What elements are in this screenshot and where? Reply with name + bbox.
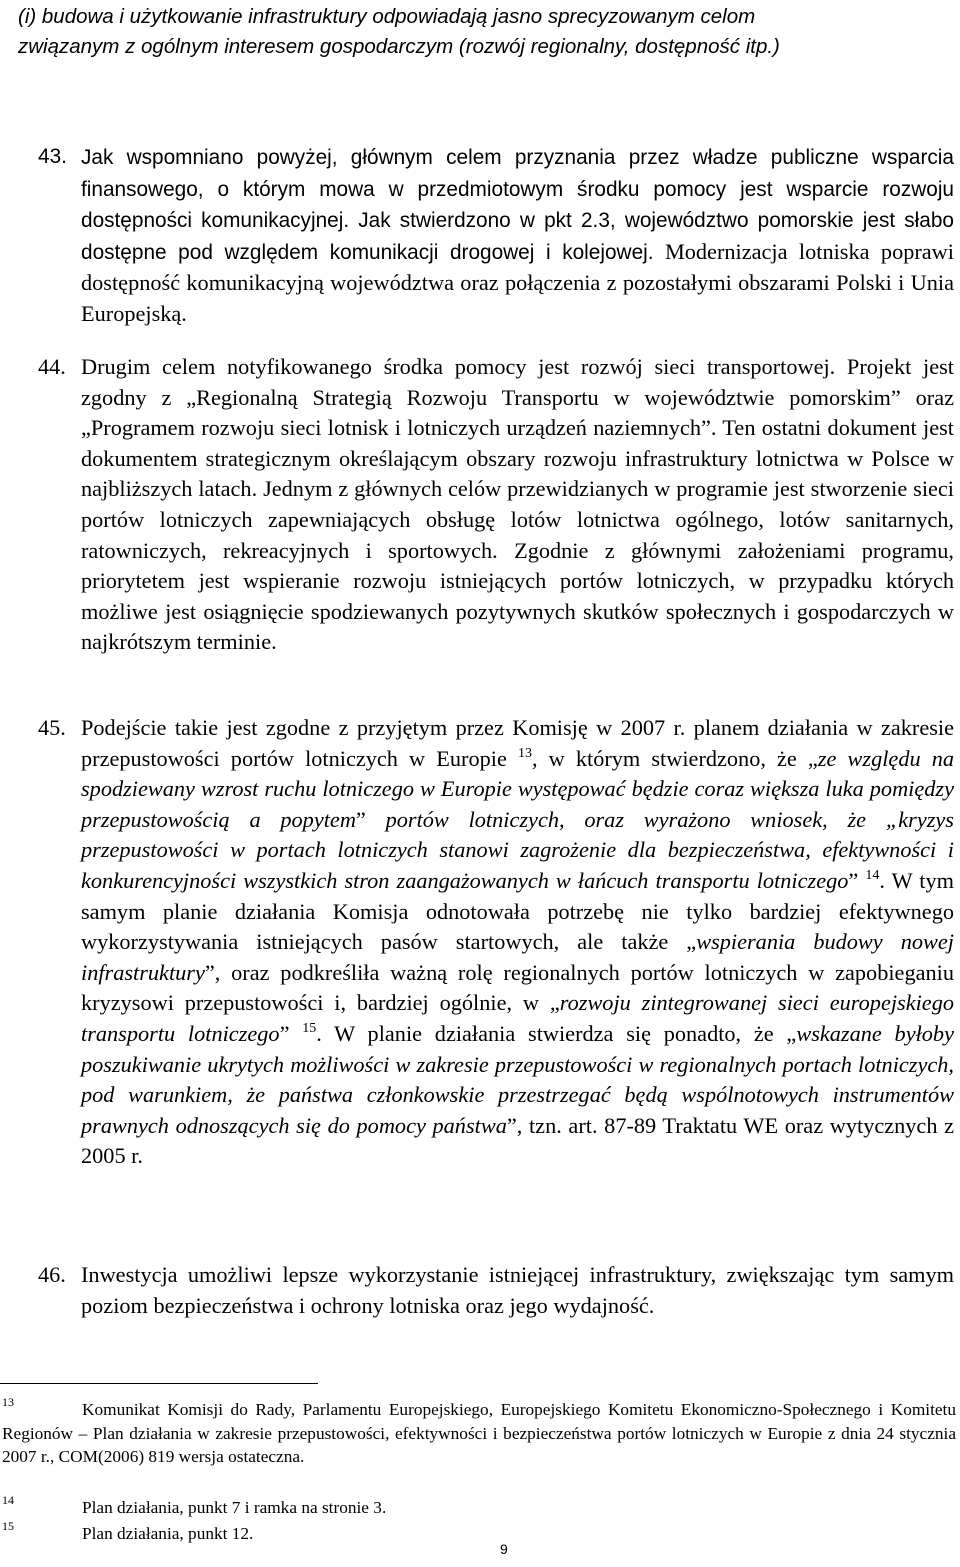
paragraph-text: ”, tzn. art. 87-89 Traktatu WE oraz wytycznych z 2005 r. <box>81 1112 955 1169</box>
page-number: 9 <box>500 1541 508 1557</box>
footnote-ref[interactable]: 13 <box>517 745 532 761</box>
paragraph-44 <box>38 352 954 658</box>
quote-text: ze względu na spodziewany wzrost ruchu lotniczego w Europie występować będzie coraz większa luka pomiędzy przepustowością a popytem <box>81 745 955 832</box>
footnote-text: Komunikat Komisji do Rady, Parlamentu Europejskiego, Europejskiego Komitetu Ekonomiczno-Społecznego i Komitetu Regionów – Plan działania w zakresie przepustowości, efektywności i bezpieczeństwa portów lotniczych w Europie z dnia 24 stycznia 2007 r., COM(2006) 819 wersja ostateczna. <box>2 1400 956 1466</box>
paragraph-43 <box>38 142 954 330</box>
paragraph-text: , w którym stwierdzono, że „ <box>531 745 818 771</box>
footnote-number: 13 <box>2 1395 14 1409</box>
heading-line-2: związanym z ogólnym interesem gospodarczym (rozwój regionalny, dostępność itp.) <box>18 35 780 58</box>
footnote-number: 14 <box>2 1493 14 1507</box>
paragraph-number: 46. <box>38 1262 66 1287</box>
paragraph-text: Modernizacja lotniska poprawi dostępność komunikacyjną województwa oraz połączenia z pozostałymi obszarami Polski i Unia Europejską. <box>81 238 954 326</box>
paragraph-text: Drugim celem notyfikowanego środka pomocy jest rozwój sieci transportowej. Projekt jest zgodny z „Regionalną Strategią Rozwoju Transportu w województwie pomorskim” oraz „Programem rozwoju sieci lotnisk i lotniczych urządzeń naziemnych”. Ten ostatni dokument jest dokumentem strategicznym określającym obszary rozwoju infrastruktury lotnictwa w Polsce w najbliższych latach. Jednym z głównych celów przewidzianych w programie jest stworzenie sieci portów lotniczych zapewniających obsługę lotów lotnictwa ogólnego, lotów sanitarnych, ratowniczych, rekreacyjnych i sportowych. Zgodnie z głównymi założeniami programu, priorytetem jest wspieranie rozwoju istniejących portów lotniczych, w przypadku których możliwe jest osiągnięcie spodziewanych pozytywnych skutków społecznych i gospodarczych w najkrótszym terminie. <box>81 354 954 655</box>
section-heading <box>18 2 948 62</box>
paragraph-text: ” <box>279 1020 303 1046</box>
paragraph-text: . W planie działania stwierdza się ponadto, że „ <box>316 1020 797 1046</box>
footnote-separator <box>0 1383 318 1384</box>
paragraph-text: . W tym samym planie działania Komisja odnotowała potrzebę nie tylko bardziej efektywnego wykorzystywania istniejących pasów startowych, ale także „ <box>81 867 954 955</box>
paragraph-45 <box>38 713 954 1172</box>
footnote-text: Plan działania, punkt 7 i ramka na stronie 3. <box>82 1498 387 1517</box>
footnote-number: 15 <box>2 1519 14 1533</box>
quote-text: rozwoju zintegrowanej sieci europejskiego transportu lotniczego <box>81 990 954 1046</box>
paragraph-text: ”, oraz podkreśliła ważną rolę regionalnych portów lotniczych w zapobieganiu kryzysowi przepustowości i, bardziej ogólnie, w „ <box>81 959 954 1016</box>
paragraph-text: ” <box>848 867 866 893</box>
footnote-text: Plan działania, punkt 12. <box>82 1524 254 1543</box>
paragraph-number: 44. <box>38 354 66 379</box>
footnote-15 <box>2 1519 956 1546</box>
paragraph-number: 45. <box>38 715 66 740</box>
paragraph-text: ” <box>355 806 386 832</box>
paragraph-46 <box>38 1260 954 1321</box>
paragraph-number: 43. <box>38 145 67 168</box>
quote-text: portów lotniczych, oraz wyrażono wniosek, że „kryzys przepustowości w portach lotniczych stanowi zagrożenie dla bezpieczeństwa, efektywności i konkurencyjności wszystkich stron zaangażowanych w łańcuch transportu lotniczego <box>81 806 954 893</box>
paragraph-text: Inwestycja umożliwi lepsze wykorzystanie istniejącej infrastruktury, zwiększając tym samym poziom bezpieczeństwa i ochrony lotniska oraz jego wydajność. <box>81 1262 954 1318</box>
footnote-14 <box>2 1493 956 1520</box>
quote-text: wspierania budowy nowej infrastruktury <box>81 929 954 985</box>
footnote-ref[interactable]: 14 <box>865 867 880 883</box>
footnote-ref[interactable]: 15 <box>302 1020 317 1036</box>
paragraph-text: Jak wspomniano powyżej, głównym celem przyznania przez władze publiczne wsparcia finansowego, o którym mowa w przedmiotowym środku pomocy jest wsparcie rozwoju dostępności komunikacyjnej. Jak stwierdzono w pkt 2.3, województwo pomorskie jest słabo dostępne pod względem komunikacji drogowej i kolejowej. <box>81 146 954 264</box>
quote-text: wskazane byłoby poszukiwanie ukrytych możliwości w zakresie przepustowości w regionalnych portach lotniczych, pod warunkiem, że państwa członkowskie przestrzegać będą wspólnotowych instrumentów prawnych odnoszących się do pomocy państwa <box>81 1020 954 1138</box>
heading-line-1: (i) budowa i użytkowanie infrastruktury odpowiadają jasno sprecyzowanym celom <box>18 5 756 28</box>
paragraph-text: Podejście takie jest zgodne z przyjętym przez Komisję w 2007 r. planem działania w zakresie przepustowości portów lotniczych w Europie <box>81 715 954 771</box>
footnote-13 <box>2 1395 956 1469</box>
